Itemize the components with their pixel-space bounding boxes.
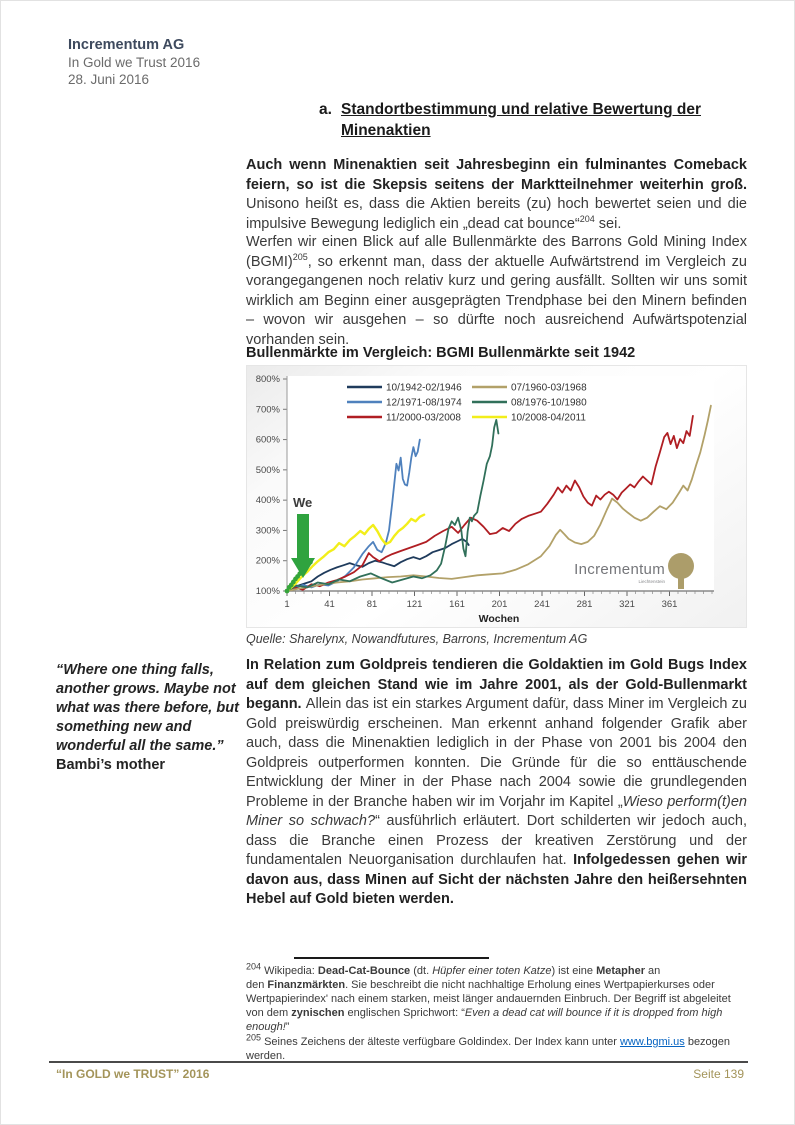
y-tick-label: 100% <box>255 586 280 597</box>
chart-source: Quelle: Sharelynx, Nowandfutures, Barrons, Incrementum AG <box>246 632 588 646</box>
x-tick-label: 361 <box>661 599 678 610</box>
quote-text: “Where one thing falls, another grows. Maybe not what was there before, but something new and wonderful all the same.” <box>56 662 239 754</box>
section-title: Standortbestimmung und relative Bewertung der Minenaktien <box>341 101 701 139</box>
x-tick-label: 1 <box>284 599 290 610</box>
x-tick-label: 241 <box>534 599 550 610</box>
legend-label: 08/1976-10/1980 <box>511 397 587 409</box>
paragraph-1: Auch wenn Minenaktien seit Jahresbeginn ein fulminantes Comeback feiern, so ist die Skepsis seitens der Marktteilnehmer weiterhin groß. Unisono heißt es, dass die Aktien bereits (zu) hoch bewertet seien und die impulsive Bewegung lediglich ein „dead cat bounce“$^{204}$ sei. <box>246 157 747 232</box>
footnote-link[interactable]: www.bgmi.us <box>619 1036 685 1048</box>
tree-trunk-icon <box>678 577 684 589</box>
tree-icon <box>668 553 694 579</box>
incrementum-logo-subtext: Liechtenstein <box>638 579 665 584</box>
report-date: 28. Juni 2016 <box>68 72 150 87</box>
y-tick-label: 800% <box>255 374 280 385</box>
x-tick-label: 201 <box>491 599 508 610</box>
footnote-separator <box>294 957 489 959</box>
chart-caption: Bullenmärkte im Vergleich: BGMI Bullenmärkte seit 1942 <box>246 345 636 361</box>
y-tick-label: 300% <box>255 525 280 537</box>
y-tick-label: 400% <box>255 495 280 507</box>
x-axis-label: Wochen <box>478 613 520 625</box>
section-index: a. <box>319 101 332 118</box>
y-tick-label: 200% <box>255 555 280 567</box>
legend-label: 11/2000-03/2008 <box>386 412 461 424</box>
margin-quote <box>56 661 242 775</box>
chart-svg <box>247 366 746 627</box>
x-tick-label: 121 <box>406 599 423 610</box>
company-name: Incrementum AG <box>68 37 185 53</box>
legend-label: 10/1942-02/1946 <box>386 382 462 394</box>
x-tick-label: 161 <box>449 599 465 610</box>
y-tick-label: 600% <box>255 434 280 446</box>
footnotes-section <box>246 957 747 1064</box>
footer-rule <box>49 1061 748 1063</box>
y-tick-label: 700% <box>255 404 280 416</box>
page-header <box>68 37 200 88</box>
legend-label: 10/2008-04/2011 <box>511 412 586 424</box>
x-tick-label: 281 <box>576 599 593 610</box>
paragraph-2: Werfen wir einen Blick auf alle Bullenmärkte des Barrons Gold Mining Index (BGMI)$^{205}$, so erkennt man, dass der aktuelle Aufwärtstrend im Vergleich zu vorangegangenen noch relativ kurz und gering ausfällt. Sollten wir uns somit wirklich am Beginn einer ausgeprägten Trendphase bei den Minern befinden – wovon wir ausgehen – so dürfte noch ausreichend Aufwärtspotenzial vorhanden sein. <box>246 234 747 348</box>
x-tick-label: 81 <box>366 599 378 610</box>
bull-markets-chart <box>246 365 747 628</box>
incrementum-logo-text: Incrementum <box>574 561 665 578</box>
footer-report-title: “In GOLD we TRUST” 2016 <box>56 1067 210 1081</box>
paragraph-3: In Relation zum Goldpreis tendieren die Goldaktien im Gold Bugs Index auf dem gleichen Stand wie im Jahre 2001, als der Gold-Bullenmarkt begann. Allein das ist ein starkes Argument dafür, dass Miner im Vergleich zu Gold preiswürdig erscheinen. Man erkennt anhand folgender Grafik aber auch, dass die Minenaktien lediglich in der Phase von 2001 bis 2004 den Goldpreis outperformen konnten. Die Gründe für die so enttäuschende Entwicklung der Miner in der Phase nach 2004 sowie die grundlegenden Probleme in der Branche haben wir im Vorjahr im Kapitel „Wieso perform(t)en Miner so schwach?“ ausführlich erläutert. Dort schilderten wir jedoch auch, dass die Branche einen Prozess der kreativen Zerstörung und der fundamentalen Neuorganisation durchlaufen hat. Infolgedessen gehen wir davon aus, dass Minen auf Sicht der nächsten Jahre den heißersehnten Hebel auf Gold bieten werden. <box>246 657 747 907</box>
quote-attribution: Bambi’s mother <box>56 757 166 773</box>
footnote-205: $^{205}$ Seines Zeichens der älteste verfügbare Goldindex. Der Index kann unter www.bgmi.us bezogen werden. <box>246 1032 731 1062</box>
x-tick-label: 41 <box>324 599 335 610</box>
report-title: In Gold we Trust 2016 <box>68 55 201 70</box>
we-are-here-label: We <box>293 495 313 510</box>
footnote-204: $^{204}$ Wikipedia: Dead-Cat-Bounce (dt. Hüpfer einer toten Katze) ist eine Metapher an den Finanzmärkten. Sie beschreibt die nicht nachhaltige Erholung eines Wertpapierkurses oder Wertpapierindex' nach einem starken, meist länger andauernden Einbruch. Der Begriff ist abgeleitet von dem zynischen englischen Sprichwort: “Even a dead cat will bounce if it is dropped from high enough!” <box>246 961 731 1033</box>
footer-page-number: Seite 139 <box>693 1067 744 1081</box>
page-footer <box>56 1067 744 1081</box>
legend-label: 07/1960-03/1968 <box>511 382 587 394</box>
legend-label: 12/1971-08/1974 <box>386 397 462 409</box>
section-heading <box>246 99 747 141</box>
x-tick-label: 321 <box>619 599 635 610</box>
y-tick-label: 500% <box>255 464 280 476</box>
